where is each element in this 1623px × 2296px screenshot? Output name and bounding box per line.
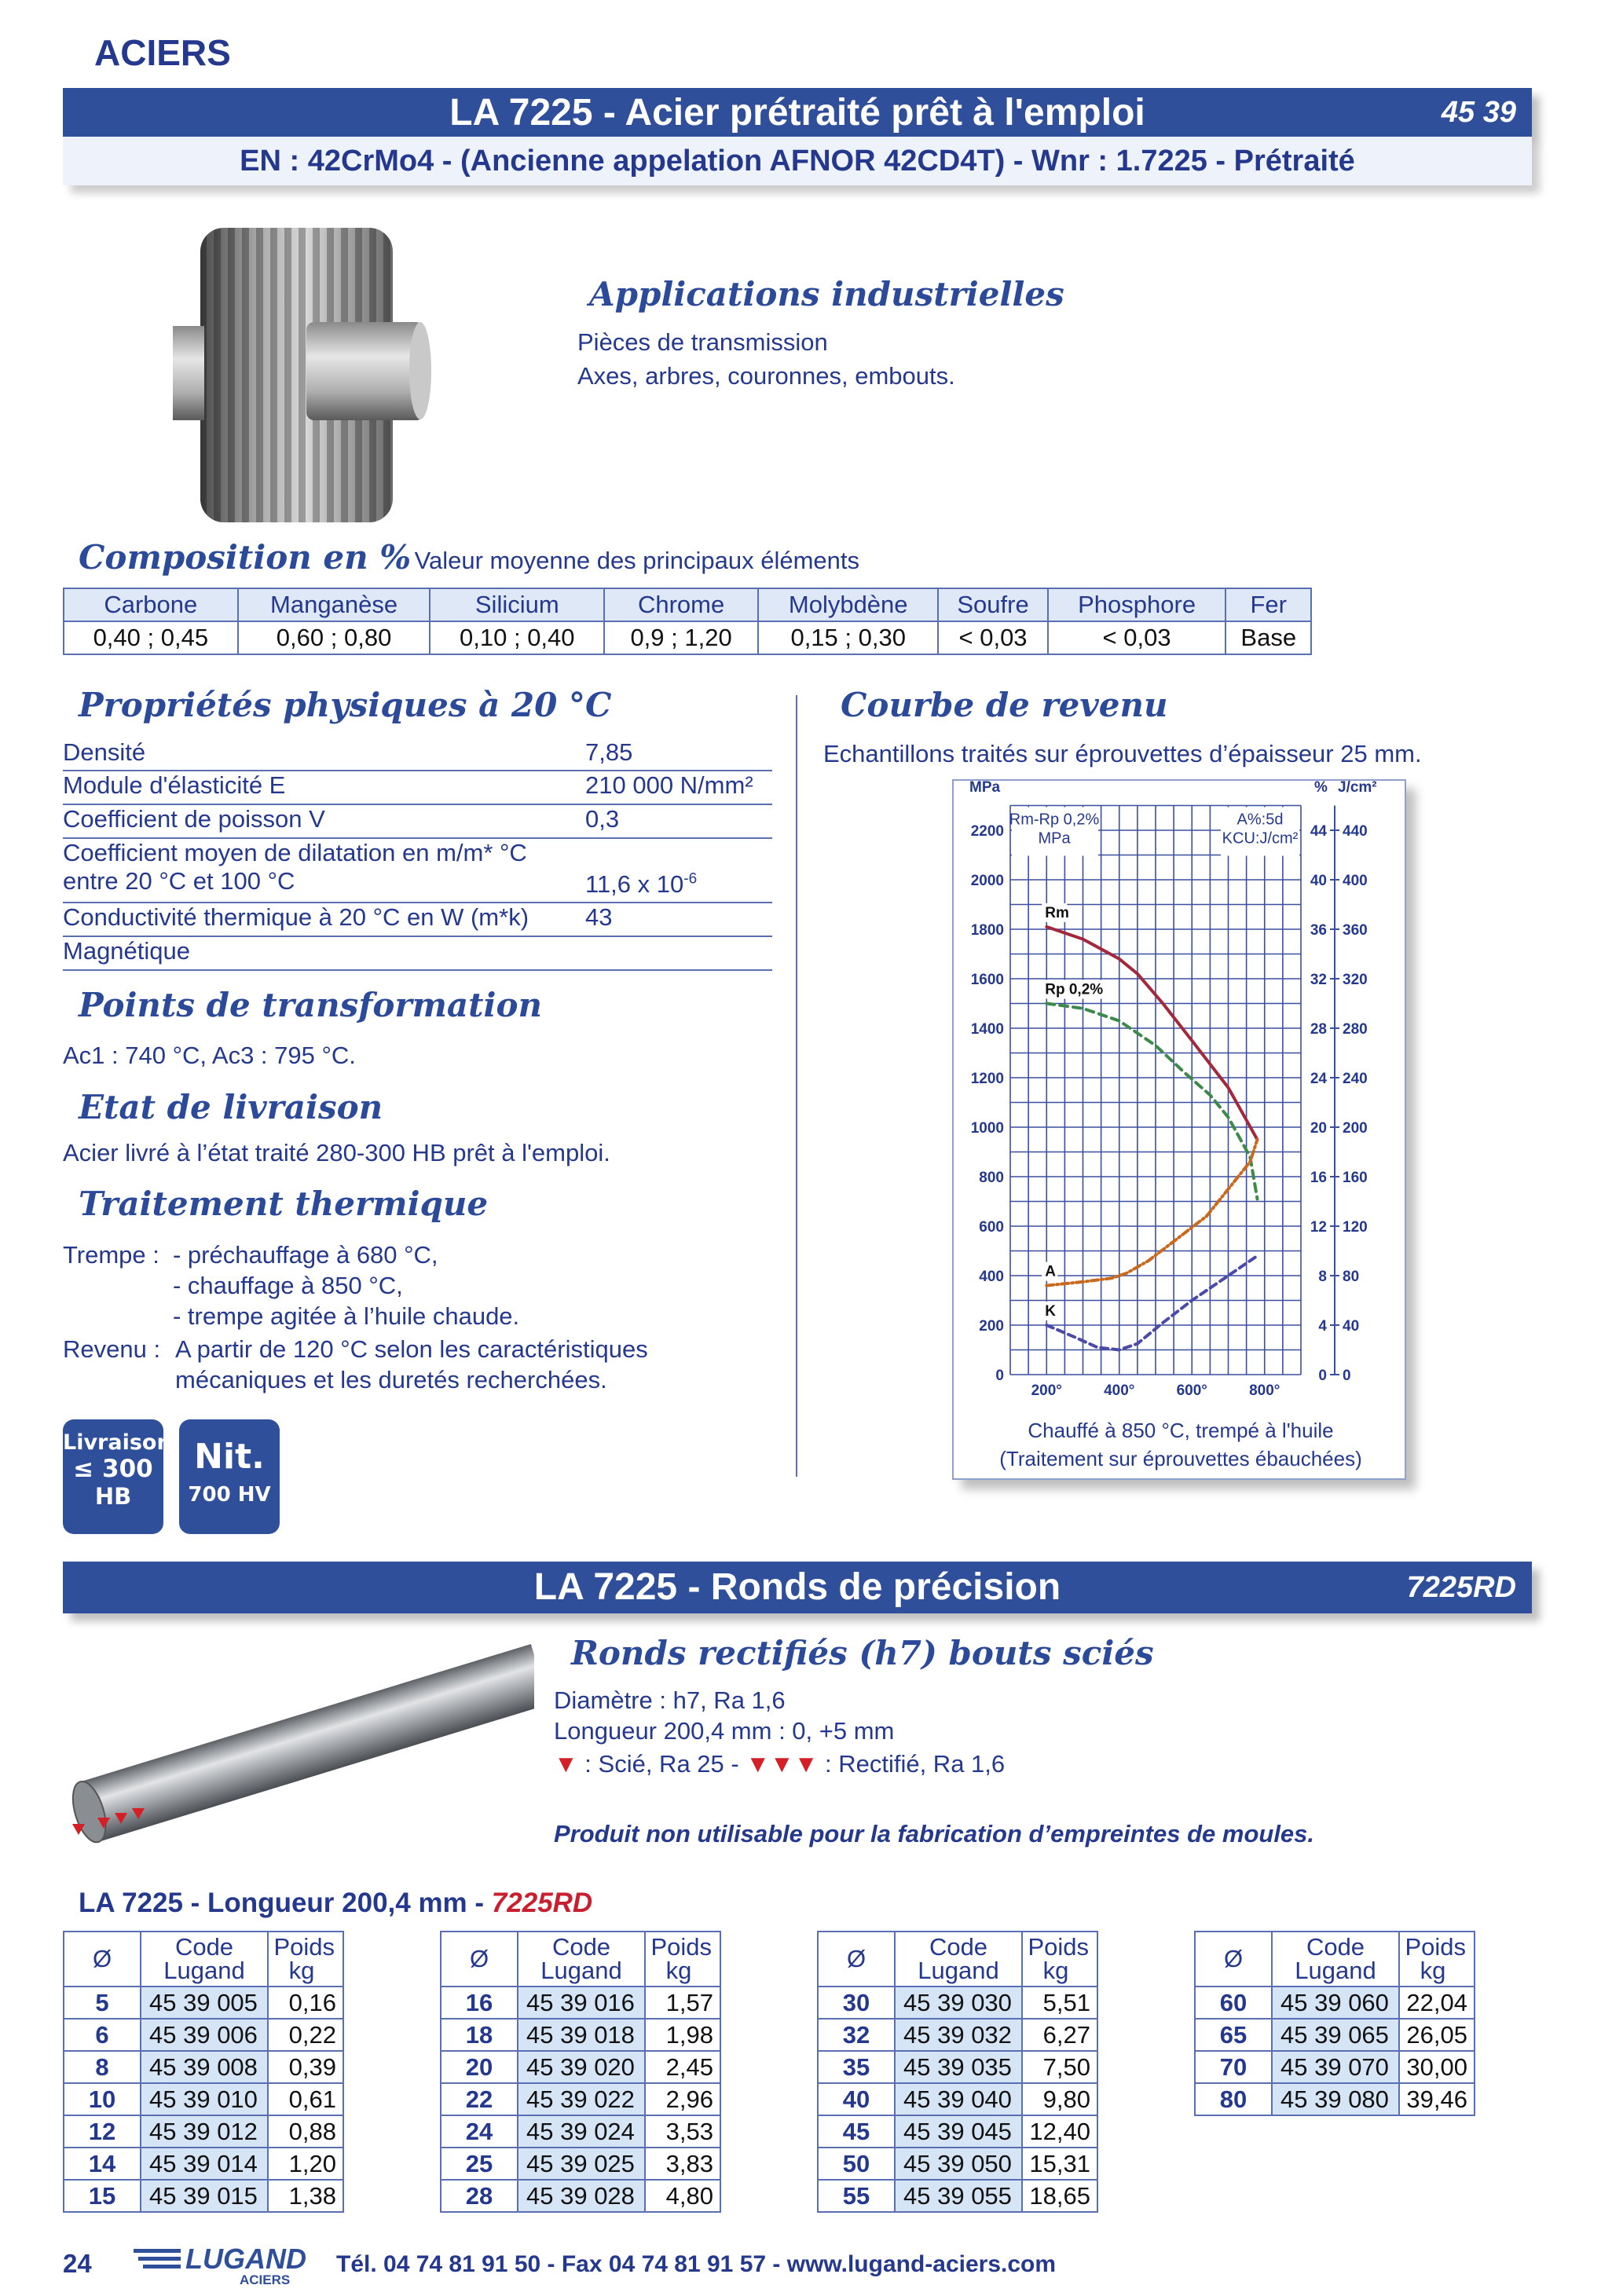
x-tick-label: 400° [1104,1382,1135,1399]
table-header-row [441,1932,720,1987]
code-cell: 45 39 030 [895,1987,1022,2019]
column-divider [796,695,797,1477]
series-line-k [1046,1256,1257,1350]
property-row [63,738,772,771]
weight-cell: 18,65 [1022,2180,1097,2212]
series-label: Rm [1045,904,1069,921]
diameter-cell: 15 [64,2180,141,2212]
composition-value: 0,40 ; 0,45 [64,621,238,654]
table-row [441,2083,720,2115]
code-header-1: Code [1306,1933,1365,1961]
weight-cell: 6,27 [1022,2019,1097,2051]
table-row [441,2148,720,2180]
weight-header-2: kg [665,1957,692,1984]
weight-cell: 3,53 [645,2115,720,2148]
right-label-line: KCU:J/cm² [1222,829,1299,848]
code-cell: 45 39 006 [141,2019,268,2051]
table-row [1195,2051,1475,2083]
code-cell: 45 39 060 [1272,1987,1399,2019]
property-value-base: 11,6 x 10 [585,870,684,898]
y-tick-label: 1600 [970,972,1004,988]
left-label-line: Rm-Rp 0,2% [1009,811,1100,829]
diameter-header: Ø [818,1932,895,1987]
weight-cell: 2,45 [645,2051,720,2083]
diameter-cell: 80 [1195,2083,1272,2115]
y2-pct-tick-label: 4 [1318,1318,1327,1335]
diameter-cell: 32 [818,2019,895,2051]
y2-pct-tick-label: 8 [1318,1269,1327,1285]
table-title-code: 7225RD [491,1888,593,1918]
property-label-cont: entre 20 °C et 100 °C [63,867,295,895]
y2-pct-tick-label: 44 [1310,823,1327,840]
grade-subtitle-text: EN : 42CrMo4 - (Ancienne appelation AFNOR 42CD4T) - Wnr : 1.7225 - Prétraité [240,145,1355,178]
diameter-cell: 65 [1195,2019,1272,2051]
diameter-cell: 35 [818,2051,895,2083]
table-row [1195,2083,1475,2115]
diameter-cell: 55 [818,2180,895,2212]
weight-header [1022,1932,1097,1987]
y-tick-label: 2200 [970,823,1004,840]
ronds-line-2: Longueur 200,4 mm : 0, +5 mm [554,1717,895,1745]
code-header [518,1932,645,1987]
weight-header-1: Poids [273,1933,335,1961]
table-row [1195,2019,1475,2051]
composition-title: Composition en % [79,538,412,577]
physical-title: Propriétés physiques à 20 °C [79,686,612,724]
revenu-label: Revenu : [63,1335,161,1363]
right-label-line: A%:5d [1236,811,1284,829]
property-value: 43 [585,903,613,931]
diameter-cell: 25 [441,2148,518,2180]
y2-kcu-tick-label: 0 [1343,1368,1351,1384]
composition-subtitle: Valeur moyenne des principaux éléments [414,547,859,574]
weight-cell: 26,05 [1399,2019,1475,2051]
delivery-hardness-badge [63,1419,172,1534]
code-cell: 45 39 045 [895,2115,1022,2148]
x-tick-label: 600° [1176,1382,1207,1399]
y-tick-label: 1200 [970,1071,1004,1087]
property-row [63,903,772,937]
code-cell: 45 39 032 [895,2019,1022,2051]
livraison-title: Etat de livraison [79,1088,383,1126]
y2-kcu-tick-label: 240 [1343,1071,1368,1087]
trempe-line: - préchauffage à 680 °C, [173,1241,438,1269]
diameter-cell: 24 [441,2115,518,2148]
property-label: Conductivité thermique à 20 °C en W (m*k) [63,903,529,931]
y2-pct-tick-label: 32 [1310,972,1327,988]
composition-header: Fer [1225,588,1311,621]
code-cell: 45 39 005 [141,1987,268,2019]
table-row [818,2180,1097,2212]
composition-header: Carbone [64,588,238,621]
weight-header-1: Poids [650,1933,712,1961]
badge-line: ≤ 300 [73,1455,153,1483]
table-row [1195,1987,1475,2019]
composition-value: 0,15 ; 0,30 [758,621,938,654]
code-cell: 45 39 020 [518,2051,645,2083]
weight-cell: 39,46 [1399,2083,1475,2115]
weight-cell: 4,80 [645,2180,720,2212]
diameter-cell: 28 [441,2180,518,2212]
x-tick-label: 200° [1031,1382,1062,1399]
applications-line-1: Pièces de transmission [577,328,828,356]
y-tick-label: 1000 [970,1120,1004,1137]
composition-header: Phosphore [1048,588,1226,621]
table-row [441,1987,720,2019]
code-cell: 45 39 012 [141,2115,268,2148]
table-row [818,2051,1097,2083]
series-label: A [1045,1263,1056,1280]
ronds-banner-title: LA 7225 - Ronds de précision [533,1566,1061,1608]
table-row [441,2019,720,2051]
weight-header-1: Poids [1028,1933,1089,1961]
ronds-banner [63,1562,1532,1613]
dimension-table [440,1931,721,2213]
diameter-cell: 40 [818,2083,895,2115]
y2-kcu-tick-label: 320 [1343,972,1368,988]
composition-table [63,588,1312,655]
diameter-cell: 16 [441,1987,518,2019]
code-cell: 45 39 010 [141,2083,268,2115]
table-header-row [1195,1932,1475,1987]
trempe-label: Trempe : [63,1241,159,1269]
table-row [441,2051,720,2083]
composition-heading [79,538,859,577]
diameter-cell: 30 [818,1987,895,2019]
livraison-text: Acier livré à l’état traité 280-300 HB prêt à l'emploi. [63,1139,610,1166]
table-title [79,1888,592,1919]
y-tick-label: 2000 [970,873,1004,889]
y-tick-label: 600 [979,1219,1004,1236]
diameter-cell: 20 [441,2051,518,2083]
ground-legend: : Rectifié, Ra 1,6 [818,1750,1006,1778]
tempering-chart [952,779,1406,1480]
table-row [64,1987,343,2019]
table-row [818,2083,1097,2115]
table-row [64,2180,343,2212]
weight-header [1399,1932,1475,1987]
y2-kcu-tick-label: 80 [1343,1269,1360,1285]
applications-line-2: Axes, arbres, couronnes, embouts. [577,362,955,390]
transformation-text: Ac1 : 740 °C, Ac3 : 795 °C. [63,1042,356,1069]
y2-pct-tick-label: 36 [1310,922,1327,939]
composition-value: 0,60 ; 0,80 [238,621,430,654]
chart-caption-2: (Traitement sur éprouvettes ébauchées) [999,1447,1362,1470]
diameter-cell: 22 [441,2083,518,2115]
code-header-2: Lugand [163,1957,245,1984]
composition-header: Soufre [938,588,1047,621]
code-header [141,1932,268,1987]
code-header-2: Lugand [1295,1957,1376,1984]
product-code: 45 39 [1441,96,1516,129]
trempe-line: - chauffage à 850 °C, [173,1272,403,1299]
badge-line: Nit. [194,1437,265,1477]
code-cell: 45 39 022 [518,2083,645,2115]
code-cell: 45 39 024 [518,2115,645,2148]
y2-kcu-tick-label: 440 [1343,823,1368,840]
revenu-line: mécaniques et les duretés recherchées. [175,1366,607,1393]
y2-kcu-tick-label: 200 [1343,1120,1368,1137]
code-cell: 45 39 025 [518,2148,645,2180]
code-header-1: Code [929,1933,988,1961]
y2-kcu-tick-label: 280 [1343,1021,1368,1038]
table-row [818,1987,1097,2019]
weight-cell: 2,96 [645,2083,720,2115]
badge-line: HB [94,1483,132,1510]
code-cell: 45 39 008 [141,2051,268,2083]
left-label-line: MPa [1038,829,1071,848]
weight-header [268,1932,343,1987]
y-tick-label: 400 [979,1269,1004,1285]
y2-kcu-tick-label: 160 [1343,1170,1368,1186]
code-cell: 45 39 050 [895,2148,1022,2180]
code-header [895,1932,1022,1987]
code-header-2: Lugand [918,1957,999,1984]
code-header-1: Code [174,1933,234,1961]
table-row [64,2148,343,2180]
ronds-title: Ronds rectifiés (h7) bouts sciés [571,1634,1154,1672]
property-row [63,839,772,903]
weight-cell: 1,38 [268,2180,343,2212]
table-row [64,2083,343,2115]
weight-cell: 1,20 [268,2148,343,2180]
y-tick-label: 200 [979,1318,1004,1335]
diameter-cell: 45 [818,2115,895,2148]
logo-brand: LUGAND [185,2243,306,2275]
weight-cell: 12,40 [1022,2115,1097,2148]
y2-kcu-tick-label: 360 [1343,922,1368,939]
badge-line: Livraison [63,1430,172,1455]
badge-line: 700 HV [188,1483,271,1507]
table-row [818,2115,1097,2148]
y2-kcu-tick-label: 40 [1343,1318,1360,1335]
weight-cell: 0,16 [268,1987,343,2019]
section-label: ACIERS [94,32,231,73]
trempe-line: - trempe agitée à l’huile chaude. [173,1302,520,1330]
right-axis-unit-kcu: J/cm² [1338,781,1377,796]
diameter-cell: 10 [64,2083,141,2115]
diameter-cell: 60 [1195,1987,1272,2019]
ronds-line-1: Diamètre : h7, Ra 1,6 [554,1686,786,1714]
weight-cell: 30,00 [1399,2051,1475,2083]
diameter-cell: 50 [818,2148,895,2180]
composition-header: Silicium [430,588,604,621]
code-cell: 45 39 055 [895,2180,1022,2212]
table-header-row [64,1932,343,1987]
weight-cell: 1,98 [645,2019,720,2051]
property-label: Coefficient de poisson V [63,805,325,833]
revenu-line: A partir de 120 °C selon les caractéristiques [175,1335,648,1363]
chart-caption-1: Chauffé à 850 °C, trempé à l'huile [1028,1419,1334,1442]
weight-header [645,1932,720,1987]
property-label: Densité [63,738,146,766]
y-tick-label: 1800 [970,922,1004,939]
ronds-banner-code: 7225RD [1406,1571,1516,1604]
triple-triangle-icon: ▼▼▼ [746,1750,819,1778]
weight-header-2: kg [288,1957,315,1984]
x-tick-label: 800° [1249,1382,1280,1399]
y-tick-label: 1400 [970,1021,1004,1038]
property-row [63,771,772,805]
weight-cell: 0,39 [268,2051,343,2083]
series-line-a [1046,1140,1257,1286]
courbe-title: Courbe de revenu [841,686,1168,724]
composition-header: Molybdène [758,588,938,621]
applications-title: Applications industrielles [589,275,1064,313]
physical-properties [63,738,772,974]
ronds-line-3 [554,1750,1005,1778]
diameter-header: Ø [441,1932,518,1987]
composition-value: < 0,03 [1048,621,1226,654]
logo-sub: ACIERS [240,2272,291,2287]
composition-value: Base [1225,621,1311,654]
weight-header-1: Poids [1405,1933,1466,1961]
y2-pct-tick-label: 28 [1310,1021,1327,1038]
diameter-cell: 14 [64,2148,141,2180]
series-label: K [1045,1303,1056,1320]
traitement-title: Traitement thermique [79,1185,489,1223]
triangle-icon: ▼ [554,1750,578,1778]
dimension-table [63,1931,344,2213]
nitriding-badge [179,1419,280,1534]
series-label: Rp 0,2% [1045,981,1104,998]
diameter-cell: 70 [1195,2051,1272,2083]
transformation-title: Points de transformation [79,986,543,1024]
grade-subtitle [63,137,1532,185]
diameter-cell: 18 [441,2019,518,2051]
table-row [818,2148,1097,2180]
table-row [818,2019,1097,2051]
y2-pct-tick-label: 20 [1310,1120,1327,1137]
weight-cell: 0,22 [268,2019,343,2051]
property-label: Coefficient moyen de dilatation en m/m* °C [63,839,527,866]
code-cell: 45 39 070 [1272,2051,1399,2083]
weight-cell: 9,80 [1022,2083,1097,2115]
y-tick-label: 800 [979,1170,1004,1186]
product-title: LA 7225 - Acier prétraité prêt à l'emploi [449,92,1145,134]
composition-value: 0,9 ; 1,20 [604,621,758,654]
diameter-header: Ø [64,1932,141,1987]
footer-contact: Tél. 04 74 81 91 50 - Fax 04 74 81 91 57 - www.lugand-aciers.com [336,2251,1057,2277]
y2-kcu-tick-label: 400 [1343,873,1368,889]
table-row [441,2180,720,2212]
diameter-cell: 12 [64,2115,141,2148]
table-row [64,2051,343,2083]
series-line-rp-0-2- [1046,1004,1257,1199]
code-header-2: Lugand [540,1957,622,1984]
page-number: 24 [63,2249,92,2278]
table-row [64,2019,343,2051]
y2-pct-tick-label: 16 [1310,1170,1327,1186]
y-tick-label: 0 [995,1368,1004,1384]
weight-cell: 7,50 [1022,2051,1097,2083]
property-value [585,870,697,899]
property-value: 0,3 [585,805,620,833]
code-cell: 45 39 065 [1272,2019,1399,2051]
saw-legend: : Scié, Ra 25 - [577,1750,746,1778]
property-row [63,805,772,839]
y2-pct-tick-label: 12 [1310,1219,1327,1236]
code-cell: 45 39 014 [141,2148,268,2180]
composition-value: 0,10 ; 0,40 [430,621,604,654]
code-cell: 45 39 040 [895,2083,1022,2115]
gear-image [157,224,440,530]
code-cell: 45 39 035 [895,2051,1022,2083]
property-value-exp: -6 [683,870,698,888]
weight-cell: 15,31 [1022,2148,1097,2180]
diameter-header: Ø [1195,1932,1272,1987]
weight-cell: 1,57 [645,1987,720,2019]
property-value: 7,85 [585,738,633,766]
property-row [63,937,772,971]
property-value: 210 000 N/mm² [585,771,753,799]
weight-header-2: kg [1042,1957,1069,1984]
diameter-cell: 6 [64,2019,141,2051]
composition-value-row [64,621,1311,654]
product-banner [63,88,1532,137]
composition-header-row [64,588,1311,621]
code-cell: 45 39 018 [518,2019,645,2051]
round-bar-image [63,1642,534,1846]
code-cell: 45 39 016 [518,1987,645,2019]
table-header-row [818,1932,1097,1987]
courbe-subtitle: Echantillons traités sur éprouvettes d’épaisseur 25 mm. [823,740,1422,767]
y2-pct-tick-label: 40 [1310,873,1327,889]
y2-pct-tick-label: 0 [1318,1368,1327,1384]
left-axis-unit: MPa [969,781,1001,796]
weight-cell: 5,51 [1022,1987,1097,2019]
property-label: Module d'élasticité E [63,771,286,799]
composition-value: < 0,03 [938,621,1047,654]
code-header [1272,1932,1399,1987]
weight-cell: 0,61 [268,2083,343,2115]
y2-pct-tick-label: 24 [1310,1071,1327,1087]
code-cell: 45 39 015 [141,2180,268,2212]
code-cell: 45 39 028 [518,2180,645,2212]
dimension-table [817,1931,1098,2213]
table-row [64,2115,343,2148]
right-axis-unit-pct: % [1314,781,1328,796]
weight-cell: 0,88 [268,2115,343,2148]
composition-header: Chrome [604,588,758,621]
lugand-logo [134,2243,314,2290]
code-header-1: Code [551,1933,611,1961]
table-row [441,2115,720,2148]
table-title-prefix: LA 7225 - Longueur 200,4 mm - [79,1888,492,1918]
diameter-cell: 5 [64,1987,141,2019]
diameter-cell: 8 [64,2051,141,2083]
property-label: Magnétique [63,937,191,965]
code-cell: 45 39 080 [1272,2083,1399,2115]
y2-kcu-tick-label: 120 [1343,1219,1368,1236]
series-line-rm [1046,927,1257,1140]
composition-header: Manganèse [238,588,430,621]
weight-cell: 22,04 [1399,1987,1475,2019]
weight-header-2: kg [1420,1957,1446,1984]
dimension-table [1194,1931,1475,2116]
ronds-warning: Produit non utilisable pour la fabrication d’empreintes de moules. [554,1820,1315,1847]
weight-cell: 3,83 [645,2148,720,2180]
